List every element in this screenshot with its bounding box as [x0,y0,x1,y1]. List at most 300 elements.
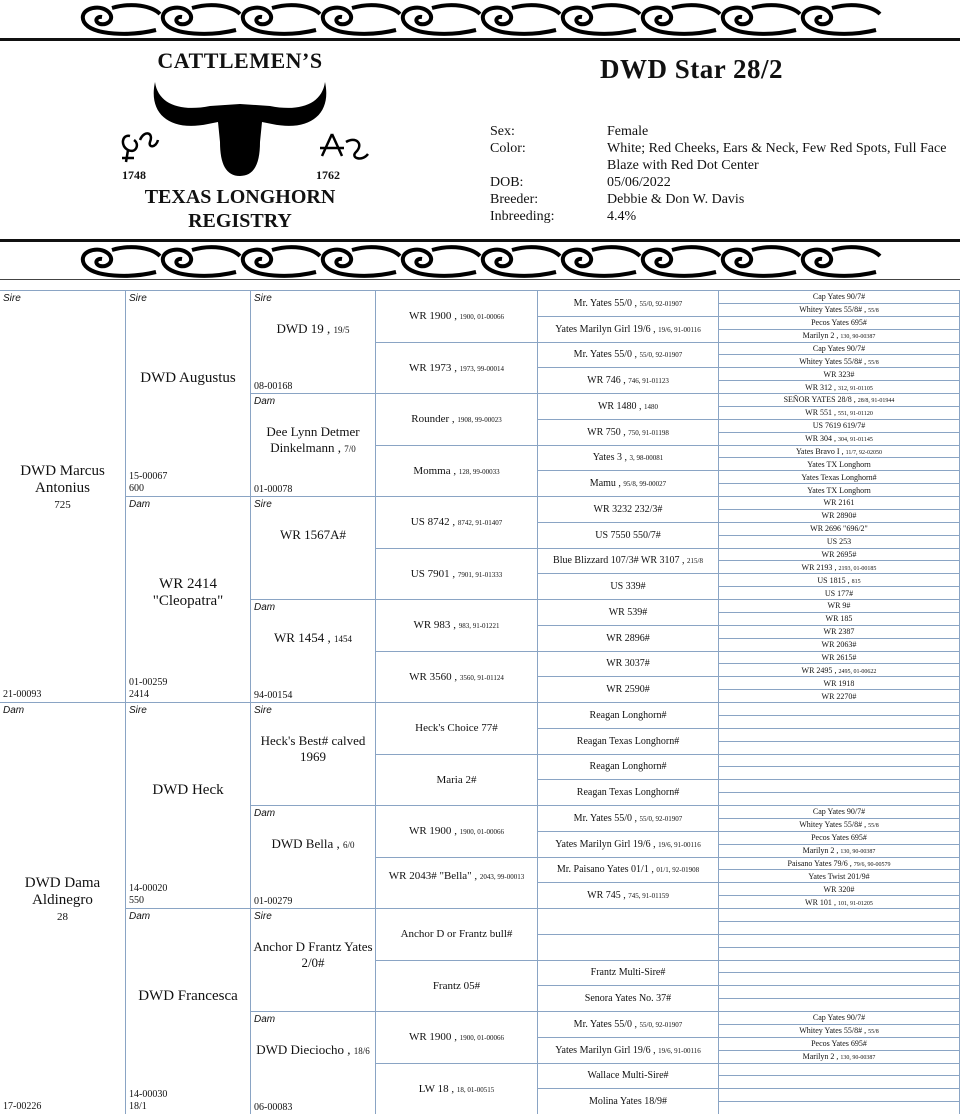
ancestor-name: WR 312 [805,382,833,392]
ancestor-name: WR 2896# [606,632,650,644]
animal-name-text [376,774,537,787]
pedigree-cell [719,613,960,626]
pedigree-cell [719,819,960,832]
pedigree-cell [376,1064,538,1114]
registration-number: 14-00020 [129,883,168,894]
info-value: 4.4% [607,209,637,224]
animal-name-text: Marilyn 2 , 130, 90-00387 [802,1052,876,1062]
animal-name-text [719,318,959,328]
info-value: 05/06/2022 [607,175,671,190]
parent-role-label: Sire [254,293,272,304]
pedigree-cell [719,355,960,368]
animal-name-text [376,722,537,735]
ancestor-name: WR 3037# [606,658,650,670]
info-label: Color: [490,141,526,156]
pedigree-cell [126,703,251,909]
registration-number: 06-00083 [254,1102,293,1113]
pedigree-cell [538,909,719,935]
info-row [490,191,960,208]
ancestor-name: DWD 19 [276,320,324,336]
ancestor-name: WR 323# [823,369,855,379]
pedigree-cell [719,330,960,343]
pedigree-cell [719,561,960,574]
ancestor-reg-detail: 130, 90-00387 [840,1055,876,1062]
animal-name-text [538,993,718,1005]
pedigree-cell [538,677,719,703]
pedigree-cell [719,703,960,716]
ancestor-name: WR 1567A# [279,526,347,542]
ancestor-reg-detail: 312, 91-01105 [838,385,873,392]
pedigree-cell [538,317,719,343]
pedigree-cell [251,497,376,600]
info-row [490,174,960,191]
pedigree-cell [719,626,960,639]
pedigree-cell [719,484,960,497]
ancestor-name: Cap Yates 90/7# [812,343,866,353]
ancestor-reg-detail: 746, 91-01123 [628,377,669,386]
pedigree-cell [719,446,960,459]
ancestor-name: Reagan Longhorn# [589,761,667,773]
pedigree-cell [538,780,719,806]
ancestor-reg-detail: 55/8 [868,823,879,830]
animal-name-text: Mr. Yates 55/0 , 55/0, 92-01907 [573,349,683,361]
animal-name-text [251,733,375,765]
ancestor-name: Pecos Yates 695# [811,1039,867,1049]
pedigree-cell [719,870,960,883]
ancestor-name: Whitey Yates 55/8# [799,1026,863,1036]
pedigree-cell [719,922,960,935]
info-value: White; Red Cheeks, Ears & Neck, Few Red Spots, Full Face Blaze with Red Dot Center [607,141,947,173]
info-row [490,140,960,174]
ancestor-name: WR 2043# "Bella" [388,870,472,883]
ancestor-name: Anchor D Frantz Yates 2/0# [253,938,373,970]
animal-name-text [251,939,375,971]
animal-name-text: Blue Blizzard 107/3# WR 3107 , 215/8 [553,555,703,567]
ancestor-name: Reagan Texas Longhorn# [576,787,680,799]
animal-name-text: WR 750 , 750, 91-01198 [587,426,669,438]
pedigree-cell [251,909,376,1012]
animal-name-text: Rounder , 1908, 99-00023 [411,413,502,426]
pedigree-cell [538,729,719,755]
animal-name-text [719,589,959,599]
pedigree-cell [376,1012,538,1064]
animal-name-text [0,875,125,909]
ancestor-name: Marilyn 2 [802,331,835,341]
pedigree-cell [538,703,719,729]
pedigree-cell [719,973,960,986]
animal-name: DWD Star 28/2 [600,54,784,84]
ancestor-name: Pecos Yates 695# [811,318,867,328]
ancestor-name: WR 2414 "Cleopatra" [152,576,224,609]
pedigree-cell [251,806,376,909]
pedigree-cell [719,690,960,703]
swirl-scroll-icon [723,5,800,34]
ancestor-name: US 339# [610,581,646,593]
pedigree-cell [251,291,376,394]
ancestor-name: Mamu [589,478,616,490]
ancestor-name: Molina Yates 18/9# [588,1096,668,1108]
info-label: Inbreeding: [490,209,555,224]
ancestor-reg-detail: 7901, 91-01333 [457,570,503,579]
pedigree-cell [719,858,960,871]
pedigree-cell [719,729,960,742]
pedigree-cell [538,446,719,472]
pedigree-cell [538,755,719,781]
ancestor-name: US 7901 [410,567,450,580]
animal-name-text [719,614,959,624]
swirl-scroll-icon [163,247,240,276]
pedigree-cell [126,909,251,1114]
swirl-ornament-icon [0,0,960,40]
pedigree-cell [538,858,719,884]
ancestor-reg-detail: 19/5 [333,324,350,335]
pedigree-cell [376,549,538,601]
pedigree-cell [538,883,719,909]
ancestor-name: WR 2193 [801,562,833,572]
parent-role-label: Dam [3,705,25,716]
pedigree-cell [538,471,719,497]
ancestor-name: Cap Yates 90/7# [812,807,866,817]
swirl-scroll-icon [483,247,560,276]
ancestor-reg-detail: 55/8 [868,359,879,366]
pedigree-cell [126,497,251,703]
ancestor-name: Cap Yates 90/7# [812,1013,866,1023]
logo-registry: REGISTRY [188,210,292,232]
animal-name-text: Mamu , 95/8, 99-00027 [589,478,667,490]
ancestor-reg-detail: 2495, 01-00622 [838,668,877,675]
animal-name-text: WR 312 , 312, 91-01105 [805,382,873,392]
animal-name-text [538,504,718,516]
pedigree-cell [719,317,960,330]
parent-role-label: Dam [254,602,276,613]
ancestor-name: WR 2695# [821,549,857,559]
pedigree-cell [719,497,960,510]
ancestor-name: Mr. Yates 55/0 [573,812,633,824]
ancestor-name: Yates 3 [592,452,622,464]
animal-name-text [719,550,959,560]
animal-name-text [538,1096,718,1108]
ancestor-name: WR 2270# [821,691,857,701]
animal-name-text: DWD Bella , 6/0 [271,835,355,851]
registration-number: 21-00093 [3,689,42,700]
animal-name-text: WR 304 , 304, 91-01145 [805,434,873,444]
pedigree-cell [719,999,960,1012]
pedigree-cell [719,471,960,484]
pedigree-cell [719,600,960,613]
animal-name-text [538,607,718,619]
pedigree-cell [719,742,960,755]
pedigree-cell [719,394,960,407]
pedigree-cell [719,458,960,471]
animal-name-text [719,292,959,302]
pedigree-cell [376,343,538,395]
ancestor-name: Mr. Paisano Yates 01/1 [556,864,649,876]
pedigree-cell [538,368,719,394]
pedigree-cell [538,652,719,678]
pedigree-cell [376,497,538,549]
ancestor-name: Mr. Yates 55/0 [573,1018,633,1030]
animal-name-text: WR 2495 , 2495, 01-00622 [801,665,877,675]
pedigree-cell [719,664,960,677]
animal-name-text [538,530,718,542]
animal-name-text [538,1070,718,1082]
pedigree-cell [719,420,960,433]
ancestor-reg-detail: 01/1, 92-01908 [656,866,700,875]
ancestor-reg-detail: 1908, 99-00023 [457,416,502,425]
animal-name-text: WR 2193 , 2193, 01-00185 [801,562,877,572]
animal-name-text [538,761,718,773]
animal-name-text: Whitey Yates 55/8# , 55/8 [799,356,879,366]
ancestor-name: Heck's Best# calved 1969 [260,732,366,764]
ancestor-name: Wallace Multi-Sire# [587,1070,669,1082]
ancestor-name: US 253 [826,537,852,547]
top-swirl-border [0,0,960,40]
parent-role-label: Sire [254,705,272,716]
swirl-scroll-icon [563,5,640,34]
animal-name-text [719,1013,959,1023]
ancestor-name: Senora Yates No. 37# [584,993,672,1005]
animal-name-text: WR 101 , 101, 91-01205 [805,897,873,907]
ancestor-name: WR 185 [825,614,853,624]
pedigree-cell [719,755,960,768]
animal-name-text [126,988,250,1005]
ancestor-name: WR 750 [587,426,621,438]
parent-role-label: Sire [129,705,147,716]
pedigree-cell [719,304,960,317]
ancestor-name: WR 746 [587,375,621,387]
ancestor-reg-detail: 19/6, 91-00116 [658,1046,701,1055]
ancestor-name: WR 320# [823,884,855,894]
pedigree-cell [376,291,538,343]
pedigree-cell [719,832,960,845]
ancestor-name: Blue Blizzard 107/3# WR 3107 [553,555,680,567]
animal-name-text [538,633,718,645]
animal-name-text [719,511,959,521]
pedigree-cell [719,986,960,999]
animal-name-text: Paisano Yates 79/6 , 79/6, 90-00579 [787,858,891,868]
animal-name-text: WR 1454 , 1454 [274,629,352,645]
animal-name-text [538,658,718,670]
ancestor-name: Whitey Yates 55/8# [799,820,863,830]
ancestor-reg-detail: 6/0 [342,839,355,850]
animal-name-text: DWD Dieciocho , 18/6 [256,1041,370,1057]
ancestor-name: Yates TX Longhorn [807,485,871,495]
swirl-scroll-icon [243,5,320,34]
pedigree-cell [719,961,960,974]
pedigree-cell [0,291,126,703]
animal-name-text [719,627,959,637]
ancestor-reg-detail: 130, 90-00387 [840,849,876,856]
ancestor-name: Paisano Yates 79/6 [787,858,848,868]
ancestor-reg-detail: 19/6, 91-00116 [658,325,701,334]
ancestor-reg-detail: 1973, 99-00014 [459,364,505,373]
pedigree-cell [126,291,251,497]
pedigree-cell [538,574,719,600]
pedigree-cell [538,523,719,549]
registration-number: 14-00030 [129,1089,168,1100]
ancestor-name: Yates TX Longhorn [807,459,871,469]
animal-number-code: 550 [129,895,144,906]
pedigree-cell [538,832,719,858]
pedigree-cell [719,1089,960,1102]
ancestor-reg-detail: 304, 91-01145 [838,437,873,444]
ancestor-reg-detail: 1900, 01-00066 [459,828,505,837]
animal-name-text: WR 551 , 551, 91-01120 [805,408,873,418]
pedigree-cell [719,716,960,729]
ancestor-name: US 7619 619/7# [812,421,866,431]
pedigree-cell [251,703,376,806]
animal-name-text [538,684,718,696]
ancestor-name: Yates Marilyn Girl 19/6 [555,838,651,850]
ancestor-name: Pecos Yates 695# [811,833,867,843]
animal-name-text: Mr. Yates 55/0 , 55/0, 92-01907 [573,297,683,309]
ancestor-name: DWD Heck [152,782,224,798]
pedigree-cell [376,909,538,961]
swirl-scroll-icon [563,247,640,276]
animal-name-text [719,524,959,534]
animal-name-text [538,581,718,593]
animal-name-text: Yates Bravo I , 11/7, 92-02050 [795,446,883,456]
animal-name-text [126,576,250,610]
animal-name-text: Yates Marilyn Girl 19/6 , 19/6, 91-00116 [555,1044,701,1056]
pedigree-cell [376,394,538,446]
parent-role-label: Sire [129,293,147,304]
ancestor-reg-detail: 2193, 01-00185 [838,565,877,572]
logo-title: CATTLEMEN’S [157,48,323,73]
swirl-scroll-icon [83,247,160,276]
pedigree-cell [538,1064,719,1090]
pedigree-cell [719,780,960,793]
swirl-ornament-icon [0,242,960,282]
ancestor-name: Frantz Multi-Sire# [590,967,666,979]
animal-name-text [538,710,718,722]
registration-number: 01-00078 [254,484,293,495]
ancestor-reg-detail: 55/8 [868,308,879,315]
ancestor-name: Yates Texas Longhorn# [801,472,877,482]
animal-name-text [719,640,959,650]
pedigree-cell [538,935,719,961]
pedigree-cell [719,536,960,549]
pedigree-cell [376,703,538,755]
animal-name-text [719,486,959,496]
ancestor-name: DWD Bella [271,835,334,851]
animal-name-text [719,498,959,508]
ancestor-reg-detail: 1480 [644,402,659,411]
pedigree-cell [719,909,960,922]
animal-name-text [376,928,537,941]
ancestor-name: WR 3232 232/3# [593,503,663,515]
ancestor-reg-detail: 18, 01-00515 [456,1085,495,1094]
bottom-rule [0,279,960,280]
pedigree-cell [719,1038,960,1051]
pedigree-cell [719,806,960,819]
info-row [490,208,960,225]
pedigree-cell [719,381,960,394]
ancestor-name: WR 2890# [821,511,857,521]
ancestor-reg-detail: 1900, 01-00066 [459,1034,505,1043]
animal-name-text: Marilyn 2 , 130, 90-00387 [802,846,876,856]
pedigree-cell [376,755,538,807]
swirl-scroll-icon [803,247,880,276]
animal-name-text: Whitey Yates 55/8# , 55/8 [799,305,879,315]
ancestor-reg-detail: 55/0, 92-01907 [639,299,683,308]
animal-name-text [126,782,250,799]
swirl-scroll-icon [83,5,160,34]
parent-role-label: Dam [129,911,151,922]
ancestor-name: WR 1454 [274,629,325,645]
pedigree-cell [719,1025,960,1038]
pedigree-cell [251,1012,376,1114]
pedigree-cell [719,433,960,446]
ancestor-reg-detail: 19/6, 91-00116 [658,840,701,849]
ancestor-reg-detail: 983, 91-01221 [458,622,500,631]
animal-name-text: Whitey Yates 55/8# , 55/8 [799,820,879,830]
parent-role-label: Sire [254,911,272,922]
ancestor-name: Reagan Longhorn# [589,709,667,721]
pedigree-cell [376,806,538,858]
ancestor-name: Mr. Yates 55/0 [573,349,633,361]
animal-name-text: Yates 3 , 3, 98-00081 [592,452,664,464]
ancestor-reg-detail: 8742, 91-01407 [457,519,503,528]
ancestor-name: US 1815 [817,575,846,585]
animal-name-text [719,692,959,702]
ancestor-name: WR 551 [805,408,833,418]
animal-name-text [719,679,959,689]
swirl-scroll-icon [323,247,400,276]
pedigree-cell [719,1076,960,1089]
pedigree-cell [719,935,960,948]
ancestor-name: WR 1900 [408,825,452,838]
registration-number: 01-00259 [129,677,168,688]
ancestor-reg-detail: 215/8 [687,557,703,566]
pedigree-cell [538,343,719,369]
ancestor-name: WR 2161 [823,498,855,508]
animal-name-text: Yates Marilyn Girl 19/6 , 19/6, 91-00116 [555,838,701,850]
ancestor-name: US 8742 [410,516,450,529]
pedigree-cell [719,368,960,381]
animal-name-text: Yates Marilyn Girl 19/6 , 19/6, 91-00116 [555,323,701,335]
ancestor-name: Maria 2# [436,773,477,786]
animal-name-text: WR 745 , 745, 91-01159 [587,890,669,902]
logo-subtitle: TEXAS LONGHORN [144,186,336,208]
ancestor-reg-detail: 18/6 [353,1045,370,1056]
ancestor-name: WR 3560 [409,670,452,683]
animal-name-text [719,537,959,547]
pedigree-cell [719,1012,960,1025]
pedigree-cell [538,626,719,652]
animal-name-text [538,736,718,748]
pedigree-cell [719,1064,960,1077]
pedigree-cell [719,652,960,665]
pedigree-cell [719,948,960,961]
ancestor-name: WR 539# [608,606,648,618]
ancestor-name: WR 983 [413,619,451,632]
animal-name-text [719,421,959,431]
ancestor-reg-detail: 2043, 99-00013 [479,873,525,882]
pedigree-cell [719,407,960,420]
pedigree-cell [538,394,719,420]
ancestor-name: WR 304 [805,434,833,444]
animal-name-text: US 8742 , 8742, 91-01407 [410,516,503,529]
ancestor-reg-detail: 551, 91-01120 [838,411,873,418]
registration-number: 17-00226 [3,1101,42,1112]
pedigree-cell [719,677,960,690]
animal-name-text [719,344,959,354]
swirl-scroll-icon [403,5,480,34]
pedigree-cell [538,497,719,523]
swirl-scroll-icon [403,247,480,276]
ancestor-reg-detail: 128, 99-00033 [458,467,500,476]
